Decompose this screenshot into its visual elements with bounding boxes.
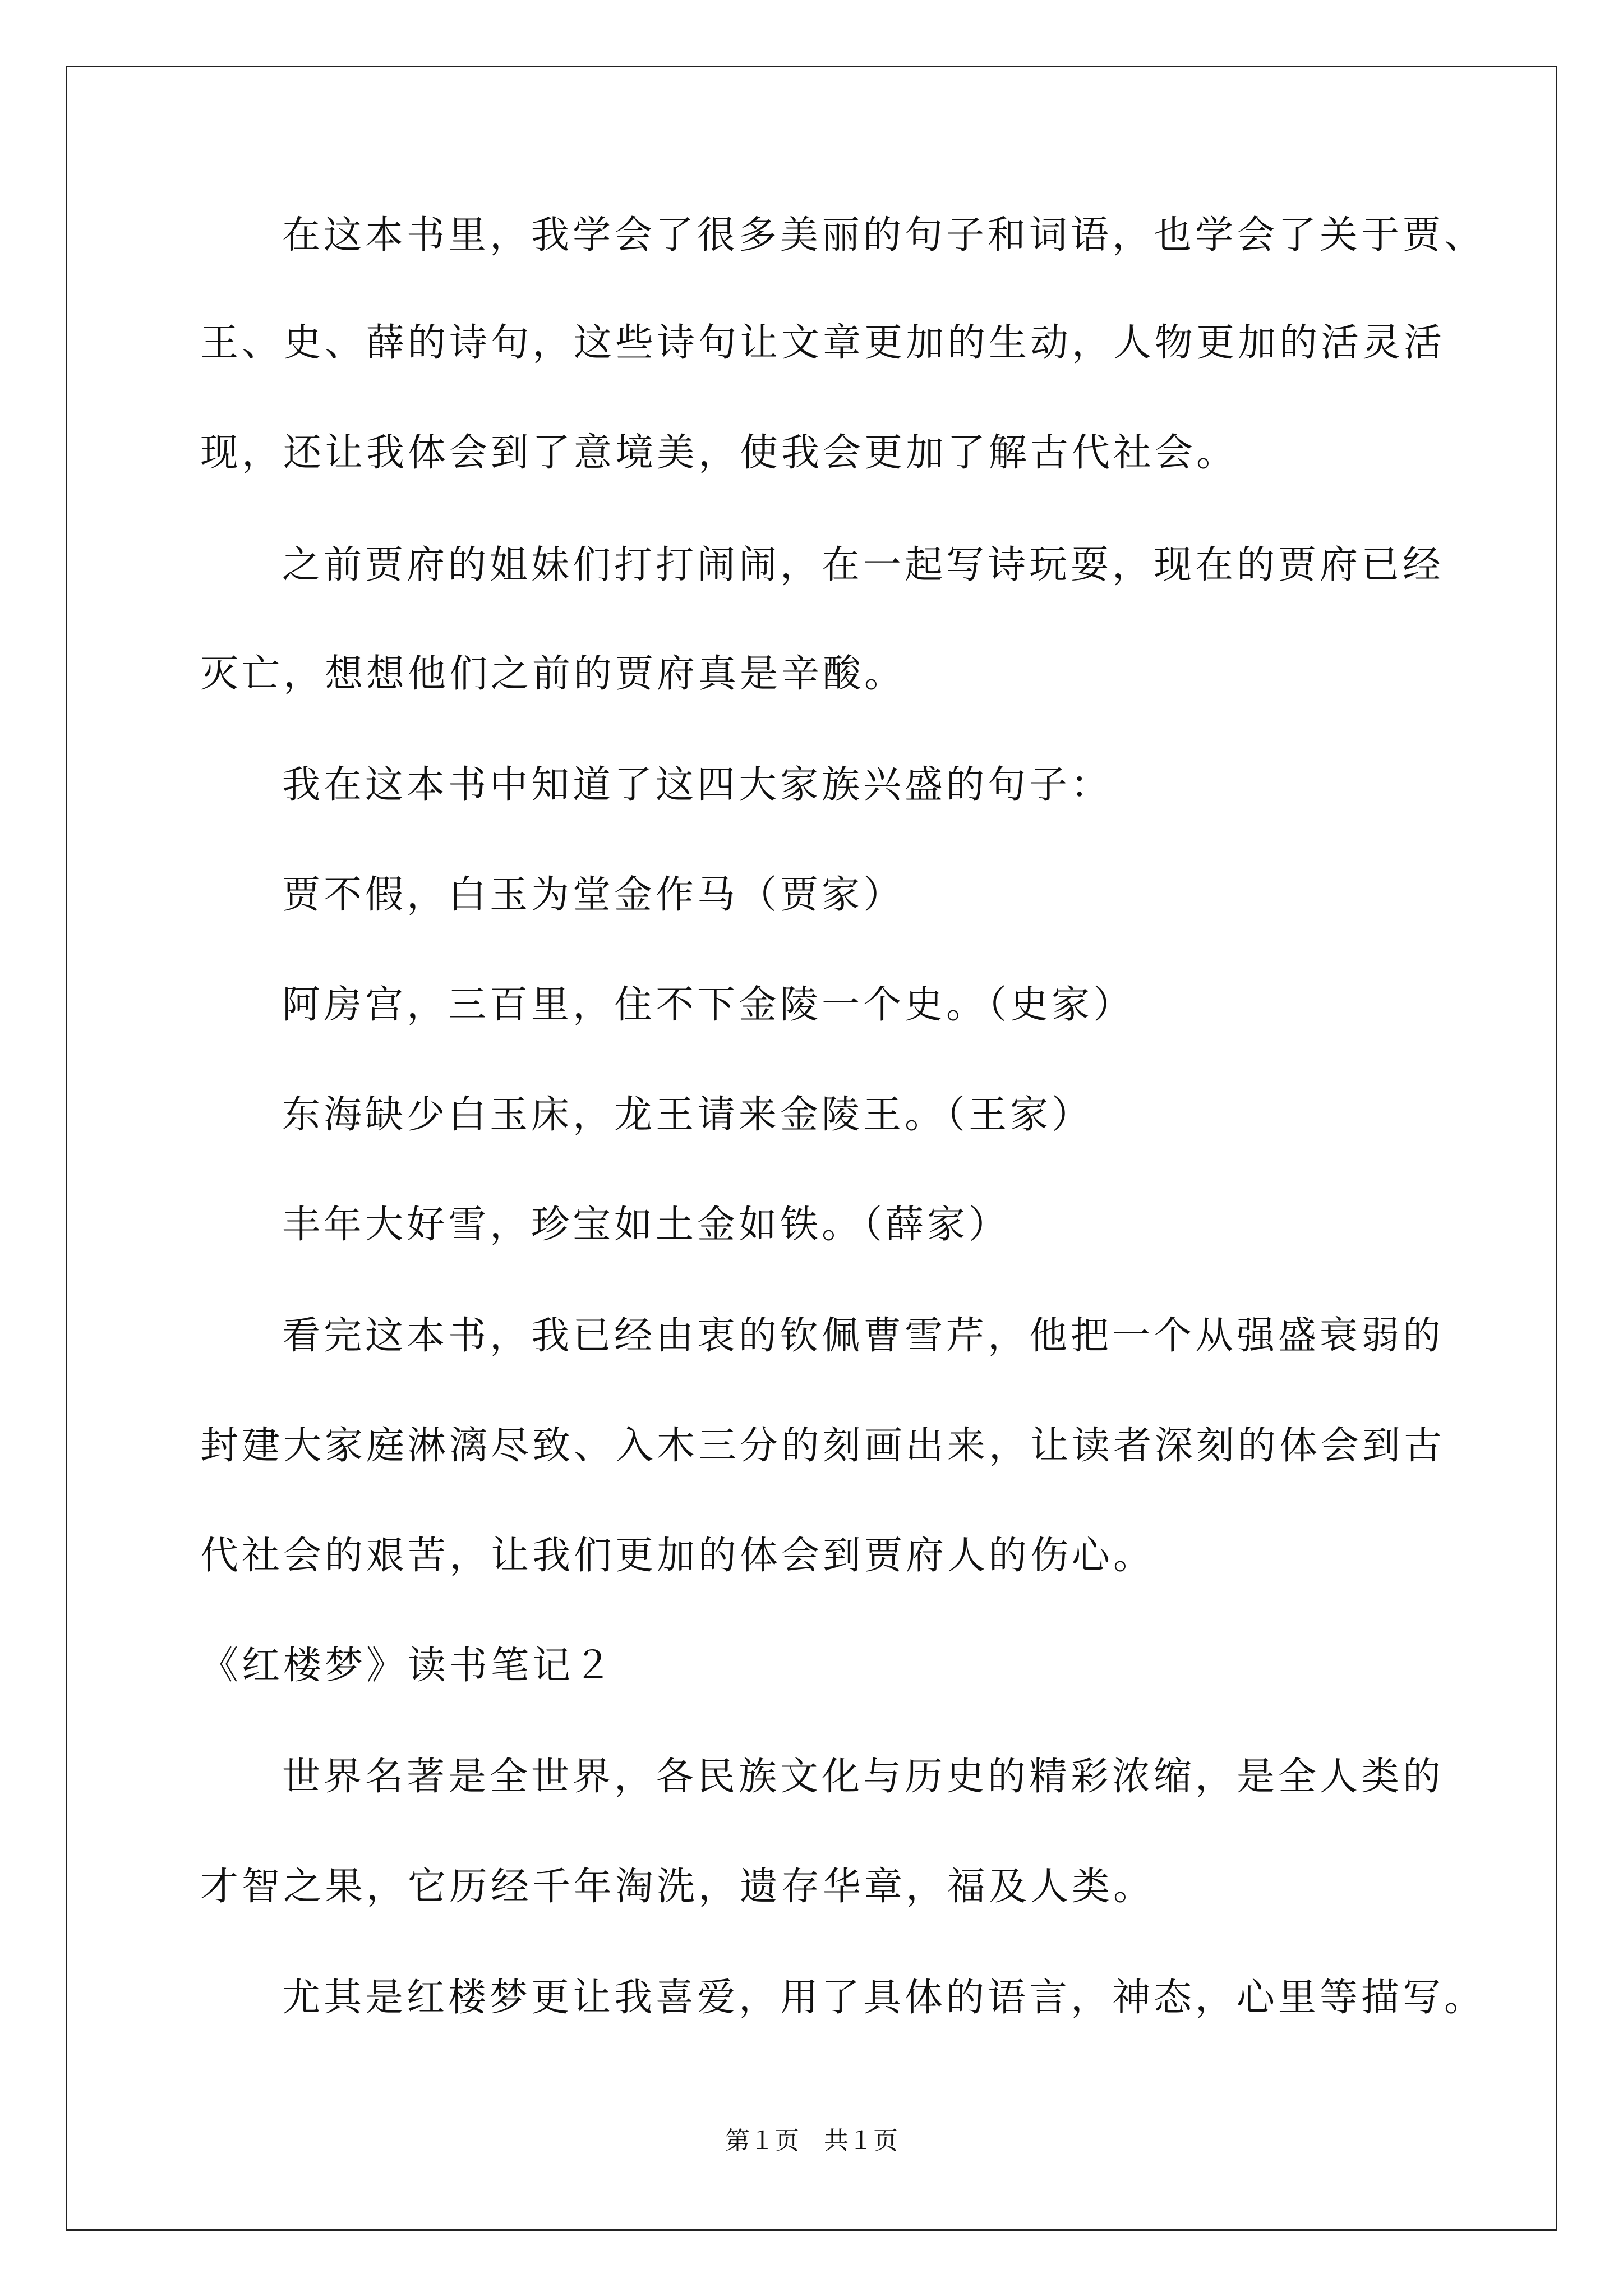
section-heading: 《红楼梦》读书笔记２ (200, 1644, 616, 1688)
paragraph-line: 王、史、薛的诗句，这些诗句让文章更加的生动，人物更加的活灵活 (200, 321, 1446, 365)
paragraph-line: 世界名著是全世界，各民族文化与历史的精彩浓缩，是全人类的 (282, 1755, 1445, 1799)
paragraph-line: 在这本书里，我学会了很多美丽的句子和词语，也学会了关于贾、 (282, 213, 1486, 257)
paragraph-line: 之前贾府的姐妹们打打闹闹，在一起写诗玩耍，现在的贾府已经 (282, 543, 1445, 587)
paragraph-line: 我在这本书中知道了这四大家族兴盛的句子： (282, 763, 1113, 807)
poem-line: 丰年大好雪，珍宝如土金如铁。（薛家） (282, 1203, 1011, 1247)
paragraph-line: 灭亡，想想他们之前的贾府真是辛酸。 (200, 652, 906, 696)
paragraph-line: 看完这本书，我已经由衷的钦佩曹雪芹，他把一个从强盛衰弱的 (282, 1314, 1445, 1358)
paragraph-line: 才智之果，它历经千年淘洗，遗存华章，福及人类。 (200, 1865, 1155, 1909)
poem-line: 东海缺少白玉床，龙王请来金陵王。（王家） (282, 1093, 1094, 1137)
paragraph-line: 代社会的艰苦，让我们更加的体会到贾府人的伤心。 (200, 1534, 1155, 1578)
paragraph-line: 现，还让我体会到了意境美，使我会更加了解古代社会。 (200, 431, 1238, 475)
poem-line: 阿房宫，三百里，住不下金陵一个史。（史家） (282, 983, 1135, 1027)
poem-line: 贾不假，白玉为堂金作马（贾家） (282, 873, 905, 917)
paragraph-line: 封建大家庭淋漓尽致、入木三分的刻画出来，让读者深刻的体会到古 (200, 1424, 1446, 1468)
page-number-footer: 第１页 共１页 (725, 2127, 898, 2155)
paragraph-line: 尤其是红楼梦更让我喜爱，用了具体的语言，神态，心里等描写。 (282, 1976, 1486, 2020)
